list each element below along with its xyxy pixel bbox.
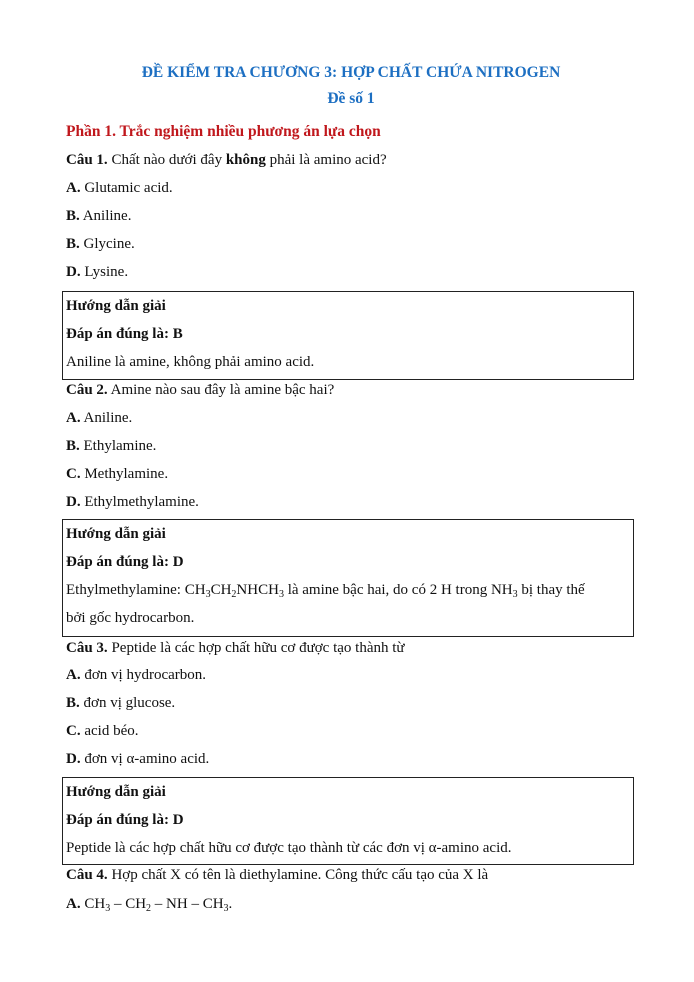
option-d: D. Lysine.	[66, 264, 129, 280]
question-4: Câu 4. Hợp chất X có tên là diethylamine. Công thức cấu tạo của X là	[66, 867, 489, 883]
option-d: D. đơn vị α-amino acid.	[66, 751, 210, 767]
option-b: B. Ethylamine.	[66, 438, 157, 454]
solution-box-2: Hướng dẫn giải Đáp án đúng là: D Ethylmethylamine: $CH_3CH_2NHCH_3$ là amine bậc hai, do có 2 H trong $NH_3$ bị thay thế bởi gốc hydrocarbon.	[62, 519, 634, 637]
option-b: B. Aniline.	[66, 208, 132, 224]
solution-box-3: Hướng dẫn giải Đáp án đúng là: D Peptide là các hợp chất hữu cơ được tạo thành từ các đơn vị α-amino acid.	[62, 777, 634, 865]
explanation: Ethylmethylamine: $CH_3CH_2NHCH_3$ là amine bậc hai, do có 2 H trong $NH_3$ bị thay thế	[66, 582, 585, 600]
document-subtitle: Đề số 1	[327, 90, 375, 107]
explanation: Aniline là amine, không phải amino acid.	[66, 354, 315, 370]
option-c: B. Glycine.	[66, 236, 135, 252]
option-b: B. đơn vị glucose.	[66, 695, 176, 711]
question-label: Câu 1.	[66, 152, 108, 168]
option-a: A. $CH_3 - CH_2$ – NH – $CH_3$.	[66, 896, 233, 914]
option-a: A. Aniline.	[66, 410, 133, 426]
solution-box-1	[62, 291, 634, 380]
answer-label: Đáp án đúng là: B	[66, 326, 183, 342]
question-2: Câu 2. Amine nào sau đây là amine bậc hai?	[66, 382, 335, 398]
question-1: Câu 1. Chất nào dưới đây không phải là amino acid?	[66, 152, 387, 168]
option-a: A. Glutamic acid.	[66, 180, 173, 196]
option-c: C. Methylamine.	[66, 466, 169, 482]
section-heading: Phần 1. Trắc nghiệm nhiều phương án lựa chọn	[66, 123, 381, 140]
option-a: A. đơn vị hydrocarbon.	[66, 667, 206, 683]
option-d: D. Ethylmethylamine.	[66, 494, 199, 510]
guide-heading: Hướng dẫn giải	[66, 298, 166, 314]
explanation: Peptide là các hợp chất hữu cơ được tạo thành từ các đơn vị α-amino acid.	[66, 840, 512, 856]
option-c: C. acid béo.	[66, 723, 139, 739]
question-3: Câu 3. Peptide là các hợp chất hữu cơ được tạo thành từ	[66, 640, 405, 656]
document-title: ĐỀ KIỂM TRA CHƯƠNG 3: HỢP CHẤT CHỨA NITROGEN	[141, 64, 561, 81]
